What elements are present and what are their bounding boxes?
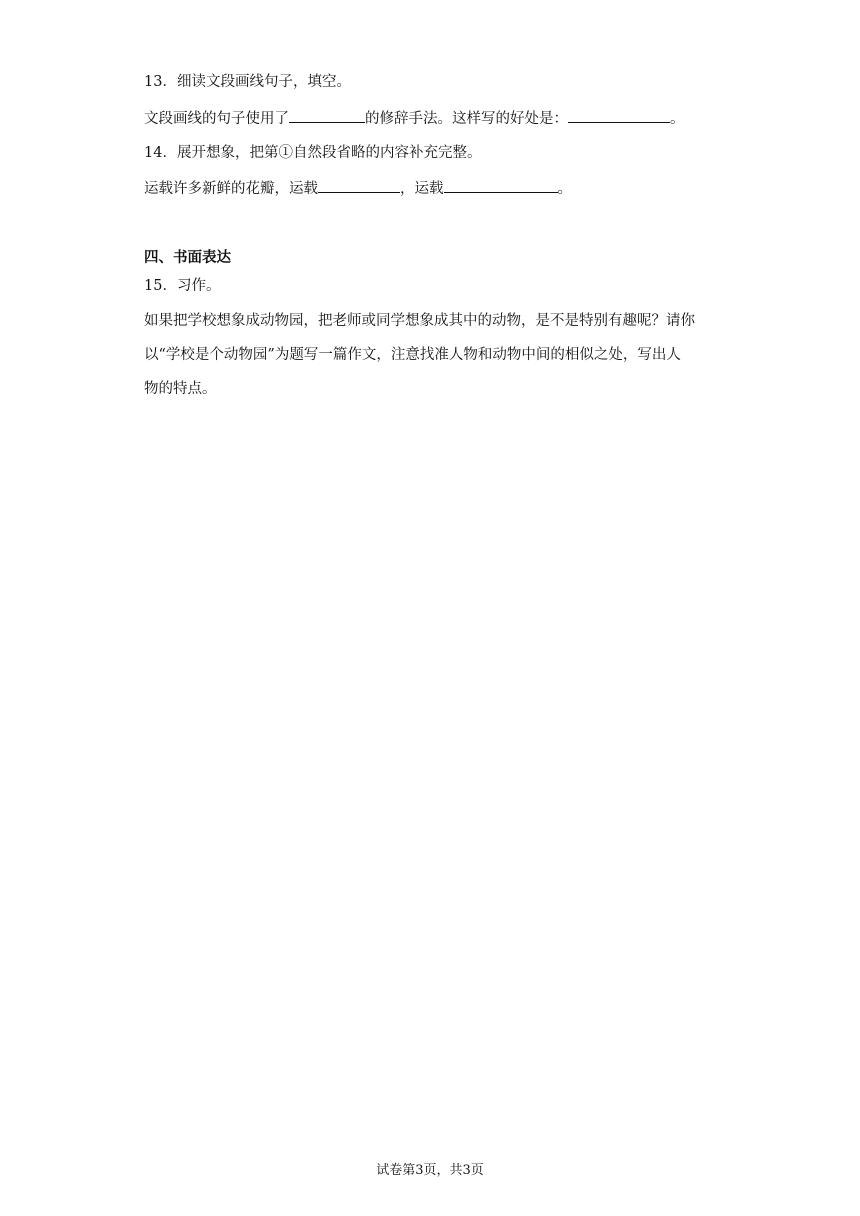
question-15-paragraph-line-1: 如果把学校想象成动物园，把老师或同学想象成其中的动物，是不是特别有趣呢？请你 xyxy=(144,313,695,329)
page-number-footer: 试卷第3页，共3页 xyxy=(376,1163,484,1178)
section-4-title: 四、书面表达 xyxy=(144,250,231,266)
question-15-paragraph-line-2: 以“学校是个动物园”为题写一篇作文，注意找准人物和动物中间的相似之处，写出人 xyxy=(144,347,681,363)
question-15-paragraph-line-3: 物的特点。 xyxy=(144,381,217,397)
question-13-sentence xyxy=(144,108,685,129)
question-13-text-1: 文段画线的句子使用了 xyxy=(144,111,289,127)
question-13-heading: 13．细读文段画线句子，填空。 xyxy=(144,74,351,90)
question-14-text-2: ，运载 xyxy=(400,181,444,197)
question-14-text-end: 。 xyxy=(557,181,572,197)
answer-blank-carry-2[interactable] xyxy=(444,178,558,193)
answer-blank-rhetoric[interactable] xyxy=(289,108,365,123)
question-13-text-2: 的修辞手法。这样写的好处是： xyxy=(365,111,568,127)
answer-blank-carry-1[interactable] xyxy=(318,178,400,193)
question-14-text-1: 运载许多新鲜的花瓣，运载 xyxy=(144,181,318,197)
question-15-heading: 15．习作。 xyxy=(144,278,221,294)
answer-blank-benefit[interactable] xyxy=(568,108,670,123)
question-14-heading: 14．展开想象，把第①自然段省略的内容补充完整。 xyxy=(144,145,482,161)
question-13-text-end: 。 xyxy=(670,111,685,127)
question-14-sentence xyxy=(144,178,572,199)
